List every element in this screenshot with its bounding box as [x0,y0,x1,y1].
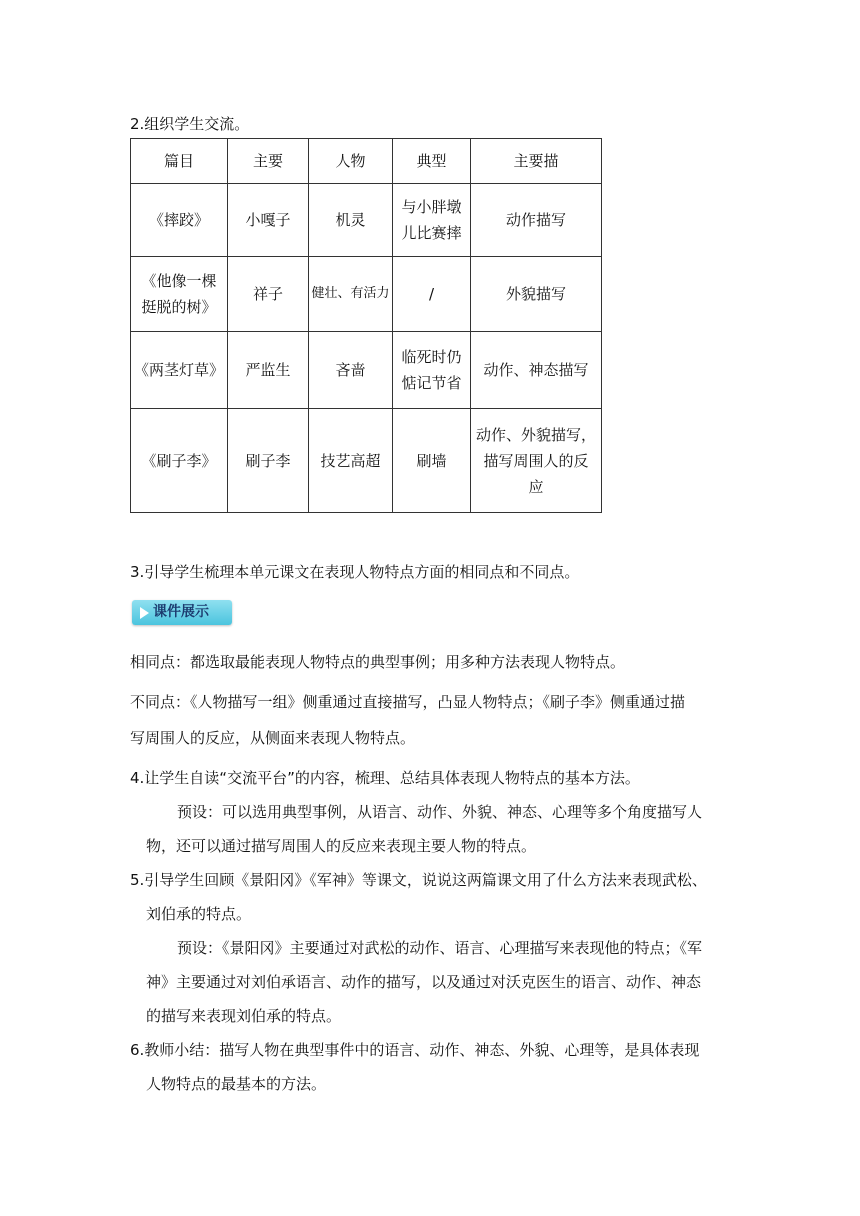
diff-points-line-2: 写周围人的反应，从侧面来表现人物特点。 [130,729,416,747]
step-5-heading-line-1: 5.引导学生回顾《景阳冈》《军神》等课文，说说这两篇课文用了什么方法来表现武松、 [130,871,707,889]
cell-line: 动作、外貌描写， [475,425,596,444]
cell-line: 《他像一棵 [141,272,217,290]
header-cell: 人物 [309,139,393,184]
table-cell: 动作描写 [471,184,602,257]
table-cell [471,409,602,513]
table-cell: 刷墙 [393,409,471,513]
table-cell: 祥子 [228,257,309,332]
table-cell: 技艺高超 [309,409,393,513]
table-cell: 动作、神态描写 [471,332,602,409]
step-6-heading-line-1: 6.教师小结：描写人物在典型事件中的语言、动作、神态、外貌、心理等，是具体表现 [130,1041,700,1059]
step-4-preset-line-1: 预设：可以选用典型事例，从语言、动作、外貌、神态、心理等多个角度描写人 [177,803,703,821]
step-2-heading: 2.组织学生交流。 [130,115,250,133]
step-5-preset-line-2: 神》主要通过对刘伯承语言、动作的描写，以及通过对沃克医生的语言、动作、神态 [146,973,702,991]
play-arrow-icon [140,607,149,619]
table-cell: 吝啬 [309,332,393,409]
table-cell [393,184,471,257]
cell-line: 儿比赛摔 [401,224,462,242]
cell-line: 与小胖墩 [401,198,462,216]
table-cell: 严监生 [228,332,309,409]
step-6-heading-line-2: 人物特点的最基本的方法。 [146,1075,327,1093]
step-3-heading: 3.引导学生梳理本单元课文在表现人物特点方面的相同点和不同点。 [130,563,580,581]
table-cell: 小嘎子 [228,184,309,257]
diff-points-line-1: 不同点：《人物描写一组》侧重通过直接描写，凸显人物特点；《刷子李》侧重通过描 [130,693,686,711]
cell-line: 描写周围人的反 [483,451,589,470]
courseware-tag [132,600,232,625]
header-cell: 篇目 [131,139,228,184]
table-row [131,332,602,409]
table-cell: / [393,257,471,332]
courseware-tag-label: 课件展示 [153,604,209,620]
table-cell [393,332,471,409]
step-5-heading-line-2: 刘伯承的特点。 [146,905,252,923]
cell-line: 惦记节省 [401,374,462,392]
step-4-heading: 4.让学生自读“交流平台”的内容，梳理、总结具体表现人物特点的基本方法。 [130,769,640,787]
step-5-preset-line-1: 预设：《景阳冈》主要通过对武松的动作、语言、心理描写来表现他的特点；《军 [177,939,703,957]
table-row [131,409,602,513]
table-cell: 《摔跤》 [131,184,228,257]
cell-line: 挺脱的树》 [141,298,217,316]
same-points: 相同点：都选取最能表现人物特点的典型事例；用多种方法表现人物特点。 [130,653,626,671]
table-row [131,184,602,257]
table-header-row [131,139,602,184]
lesson-table [130,138,602,513]
table-cell: 《两茎灯草》 [131,332,228,409]
table-cell: 《刷子李》 [131,409,228,513]
step-4-preset-line-2: 物，还可以通过描写周围人的反应来表现主要人物的特点。 [146,837,537,855]
cell-line: 应 [528,477,544,496]
table-row [131,257,602,332]
table-cell: 健壮、有活力 [309,257,393,332]
table-cell: 机灵 [309,184,393,257]
table-cell: 刷子李 [228,409,309,513]
table-cell [131,257,228,332]
cell-line: 临死时仍 [401,348,462,366]
header-cell: 典型 [393,139,471,184]
header-cell: 主要描 [471,139,602,184]
table-cell: 外貌描写 [471,257,602,332]
header-cell: 主要 [228,139,309,184]
step-5-preset-line-3: 的描写来表现刘伯承的特点。 [146,1007,342,1025]
